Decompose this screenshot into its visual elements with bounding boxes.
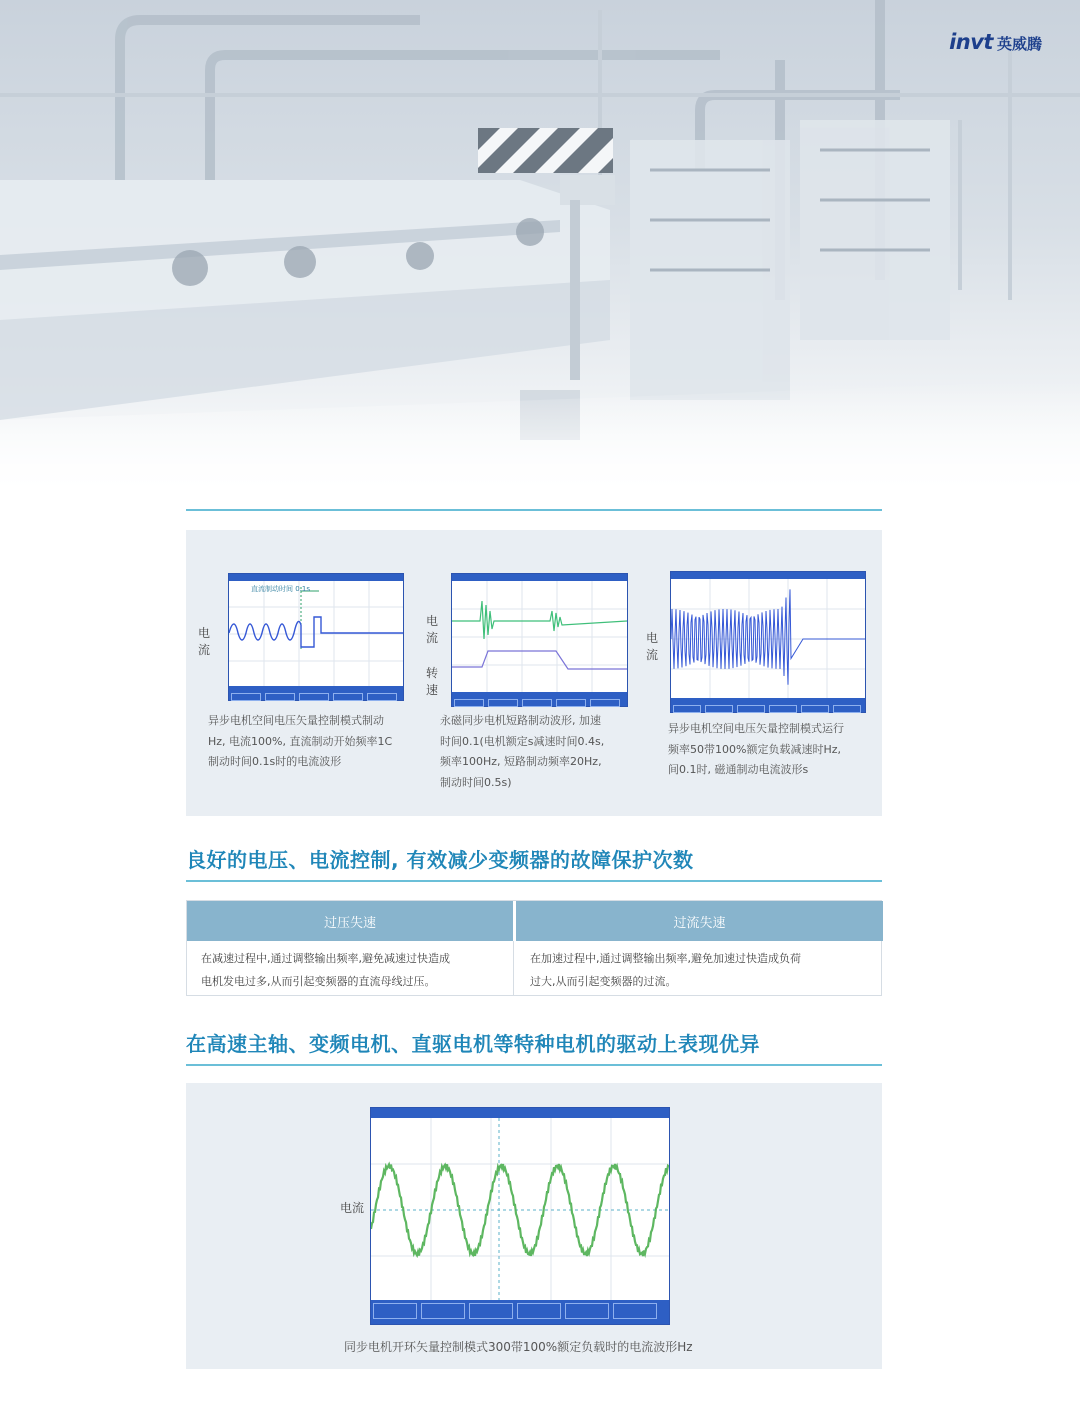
section-heading: 良好的电压、电流控制, 有效减少变频器的故障保护次数 [186, 848, 694, 872]
table-header: 过流失速 [516, 901, 883, 941]
stall-protection-table [186, 900, 882, 996]
braking-time-annotation: 直流制动时间 0.1s [251, 585, 311, 593]
section-divider [186, 880, 882, 882]
section-heading: 在高速主轴、变频电机、直驱电机等特种电机的驱动上表现优异 [186, 1032, 760, 1056]
brand-logo [949, 30, 1042, 54]
figure-caption: 异步电机空间电压矢量控制模式运行 频率50带100%额定负载减速时Hz, 间0.1时, 磁通制动电流波形s [668, 722, 844, 776]
section-divider [186, 509, 882, 511]
oscilloscope-screen [228, 573, 404, 701]
current-waveform [671, 579, 865, 699]
factory-illustration [0, 0, 1080, 500]
figure-caption: 永磁同步电机短路制动波形, 加速 时间0.1(电机额定s减速时间0.4s, 频率100Hz, 短路制动频率20Hz, 制动时间0.5s) [440, 714, 605, 789]
oscilloscope-screen [670, 571, 866, 713]
current-label: 电流 [340, 1201, 365, 1215]
table-cell: 在减速过程中,通过调整输出频率,避免减速过快造成 电机发电过多,从而引起变频器的直流母线过压。 [201, 952, 450, 988]
current-waveform [229, 581, 403, 687]
current-label: 电流 [198, 626, 211, 657]
logo-chinese-name: 英威腾 [996, 35, 1042, 53]
waveform-panel [186, 530, 882, 816]
section-divider [186, 1064, 882, 1066]
oscilloscope-screen [451, 573, 628, 707]
current-speed-waveform [452, 581, 627, 693]
figure-caption: 异步电机空间电压矢量控制模式制动 Hz, 电流100%, 直流制动开始频率1C 制动时间0.1s时的电流波形 [208, 714, 393, 768]
logo-mark: invt [949, 30, 993, 54]
current-label: 电流 [426, 614, 439, 645]
current-label: 电流 [646, 631, 659, 662]
hero-image [0, 0, 1080, 500]
table-cell: 在加速过程中,通过调整输出频率,避免加速过快造成负荷 过大,从而引起变频器的过流。 [530, 952, 801, 988]
figure-caption: 同步电机开环矢量控制模式300带100%额定负载时的电流波形Hz [344, 1340, 693, 1354]
oscilloscope-screen [370, 1107, 670, 1325]
current-waveform [371, 1118, 669, 1302]
waveform-panel [186, 1083, 882, 1369]
table-header: 过压失速 [187, 901, 513, 941]
speed-label: 转速 [426, 666, 439, 697]
table-column-overvoltage [187, 901, 513, 995]
table-column-overcurrent [514, 901, 883, 995]
